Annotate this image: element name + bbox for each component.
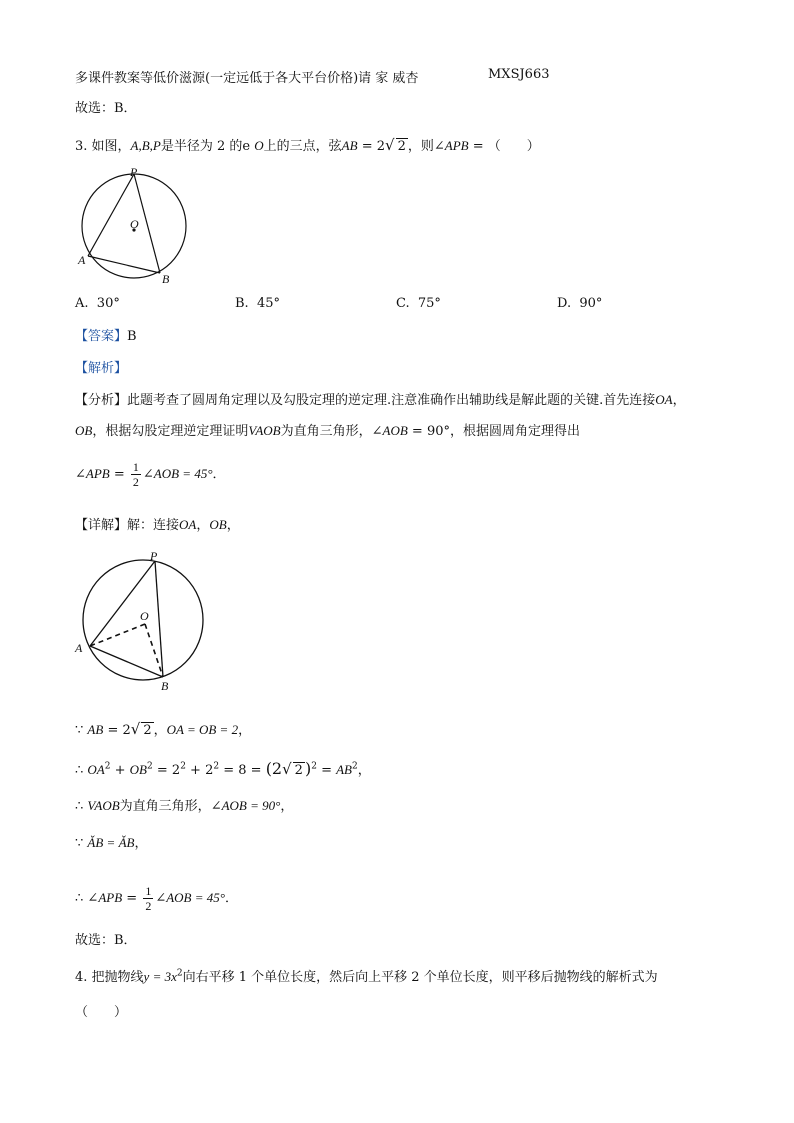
step-2 [75, 760, 371, 780]
step-3-text: 为直角三角形， [119, 799, 211, 814]
q4-text-b: 向右平移 1 个单位长度，然后向上平移 2 个单位长度，则平移后抛物线的解析式为 [182, 970, 658, 985]
fenxi-eq90: = 90° [407, 424, 450, 439]
step-1-root: 2 [143, 723, 152, 738]
fraction-numerator: 1 [132, 460, 139, 474]
q3-text-c: ，则 [407, 139, 434, 154]
option-b [235, 296, 280, 311]
segment-pa [88, 174, 134, 256]
step-1-eq: = 2 [103, 723, 131, 738]
label-o-2: O [140, 609, 149, 623]
fenxi-l3-lhs: ∠APB [75, 466, 110, 481]
step-2-sqrt-sign: √ [282, 760, 292, 778]
q3-chord-eq: = 2 [357, 139, 385, 154]
detail-oa: OA [179, 517, 197, 532]
step-2-therefore: ∴ [75, 763, 84, 778]
q4-text-a: 4. 把抛物线 [75, 970, 144, 985]
step-1-comma: ， [153, 723, 167, 738]
fenxi-l3-eq: = [109, 467, 129, 482]
step-1-because: ∵ [75, 723, 84, 738]
analysis-line-1 [75, 391, 686, 410]
q4-exponent: 2 [176, 968, 183, 979]
step-4-arcs: ǍB = ǍB [87, 835, 135, 850]
fenxi-ob: OB [75, 423, 93, 438]
step-2-root: 2 [294, 763, 303, 778]
q3-text-b: 上的三点，弦 [263, 139, 342, 154]
step-2-plus: + [110, 763, 130, 778]
step-5-eq: = [122, 891, 142, 906]
q3-circle-name: O [254, 138, 264, 153]
step-3 [75, 797, 293, 816]
step-3-end: ， [280, 799, 294, 814]
step-3-angle: ∠AOB = 90° [210, 798, 281, 813]
q4-function: y = 3x [143, 969, 177, 984]
fenxi-text-1: 此题考查了圆周角定理以及勾股定理的逆定理.注意准确作出辅助线是解此题的关键.首先连接 [127, 393, 656, 408]
segment-ab-2 [90, 646, 163, 677]
step-3-triangle: VAOB [87, 798, 120, 813]
label-p: P [130, 166, 138, 179]
step-1 [75, 720, 251, 740]
q3-sqrt-sign: √ [385, 136, 395, 154]
figure-1-circle [72, 166, 202, 288]
label-o: O [130, 217, 139, 231]
q3-paren: = （ ） [468, 139, 540, 154]
option-d-value: 90° [579, 296, 603, 311]
step-2-exp-2: 2 [147, 761, 153, 772]
fraction-half [131, 460, 141, 489]
step-2-oa: OA [87, 762, 105, 777]
answer-tag: 【答案】 [75, 329, 128, 344]
q3-chord-root: 2 [397, 139, 406, 154]
fenxi-text-2a: ，根据勾股定理逆定理证明 [92, 424, 249, 439]
step-2-mid2: + 2 [185, 763, 214, 778]
option-c-label: C. [396, 296, 410, 311]
segment-pb-2 [155, 561, 163, 677]
label-b: B [162, 272, 170, 286]
detail-text: 解：连接 [127, 518, 180, 533]
label-p-2: P [150, 549, 158, 563]
fenxi-oa: OA [655, 392, 673, 407]
step-2-close: ) [304, 759, 312, 778]
step-4-end: ， [134, 836, 148, 851]
option-c-value: 75° [417, 296, 441, 311]
analysis-tag: 【解析】 [75, 361, 128, 376]
fenxi-period: ． [212, 467, 226, 482]
step-2-end: ， [357, 763, 371, 778]
detail-line [75, 516, 240, 535]
step-5-numerator: 1 [145, 884, 152, 898]
fenxi-triangle: VAOB [248, 423, 281, 438]
option-d-label: D. [557, 296, 572, 311]
analysis-line-3 [75, 460, 226, 489]
label-a-2: A [75, 641, 83, 655]
step-5-end: ． [224, 891, 238, 906]
option-a-value: 30° [96, 296, 120, 311]
step-1-end: ， [238, 723, 252, 738]
fenxi-comma: ， [672, 393, 686, 408]
step-5-lhs: ∠APB [87, 890, 123, 905]
step-3-therefore: ∴ [75, 799, 84, 814]
step-2-eq: = [316, 763, 337, 778]
step-5-fraction [143, 884, 153, 913]
analysis-line-2 [75, 422, 580, 441]
detail-end: ， [226, 518, 240, 533]
step-1-sqrt-sign: √ [130, 720, 141, 738]
step-2-mid: = 2 [152, 763, 181, 778]
step-5-therefore: ∴ [75, 891, 84, 906]
fenxi-angle-aob: ∠AOB [371, 423, 408, 438]
detail-comma: ， [196, 518, 210, 533]
option-d [557, 296, 602, 311]
fenxi-text-2c: ，根据圆周角定理得出 [450, 424, 581, 439]
q3-chord-lhs: AB [341, 138, 358, 153]
step-2-exp-3: 2 [180, 761, 186, 772]
option-b-label: B. [235, 296, 249, 311]
detail-tag: 【详解】 [75, 518, 128, 533]
option-b-value: 45° [256, 296, 280, 311]
figure-2-circle [70, 548, 210, 698]
final-answer: 故选：B． [75, 933, 137, 948]
step-5-denominator: 2 [145, 899, 152, 913]
step-5-rhs: ∠AOB = 45° [155, 890, 225, 905]
q3-points: A,B,P [130, 138, 161, 153]
step-2-ob: OB [129, 762, 148, 777]
step-5 [75, 884, 238, 913]
question-3 [75, 136, 540, 156]
q4-paren: （ ） [75, 1005, 128, 1020]
fenxi-text-2b: 为直角三角形， [280, 424, 372, 439]
answer-line [75, 328, 137, 346]
detail-ob: OB [209, 517, 227, 532]
step-1-ab: AB [87, 722, 104, 737]
header-note: 多课件教案等低价滋源(一定远低于各大平台价格)请 家 威杏 [75, 71, 419, 86]
q3-text-a: 是半径为 2 的 [160, 139, 243, 154]
label-b-2: B [161, 679, 169, 693]
step-4 [75, 834, 147, 853]
step-2-exp-1: 2 [104, 761, 111, 772]
header-code: MXSJ663 [488, 67, 550, 82]
step-2-eq8: = 8 = [219, 763, 266, 778]
answer-value: B [127, 329, 137, 344]
q3-circle-sym: e [242, 139, 251, 154]
label-a: A [78, 253, 86, 267]
option-c [396, 296, 441, 311]
step-2-ab: AB [336, 762, 352, 777]
step-2-exp-6: 2 [352, 761, 358, 772]
question-4 [75, 968, 658, 987]
step-2-paren: (2 [265, 759, 283, 778]
step-1-radii: OA = OB = 2 [166, 722, 239, 737]
prev-answer: 故选：B． [75, 101, 137, 116]
q3-number: 3. 如图， [75, 139, 131, 154]
q3-angle: ∠APB [433, 138, 469, 153]
fraction-denominator: 2 [132, 475, 139, 489]
fenxi-l3-rhs: ∠AOB = 45° [142, 466, 213, 481]
option-a [75, 296, 120, 311]
segment-pa-2 [90, 561, 155, 646]
step-4-because: ∵ [75, 836, 84, 851]
step-2-exp-4: 2 [213, 761, 220, 772]
option-a-label: A. [75, 296, 89, 311]
fenxi-tag: 【分析】 [75, 393, 128, 408]
step-2-exp-5: 2 [311, 761, 317, 772]
